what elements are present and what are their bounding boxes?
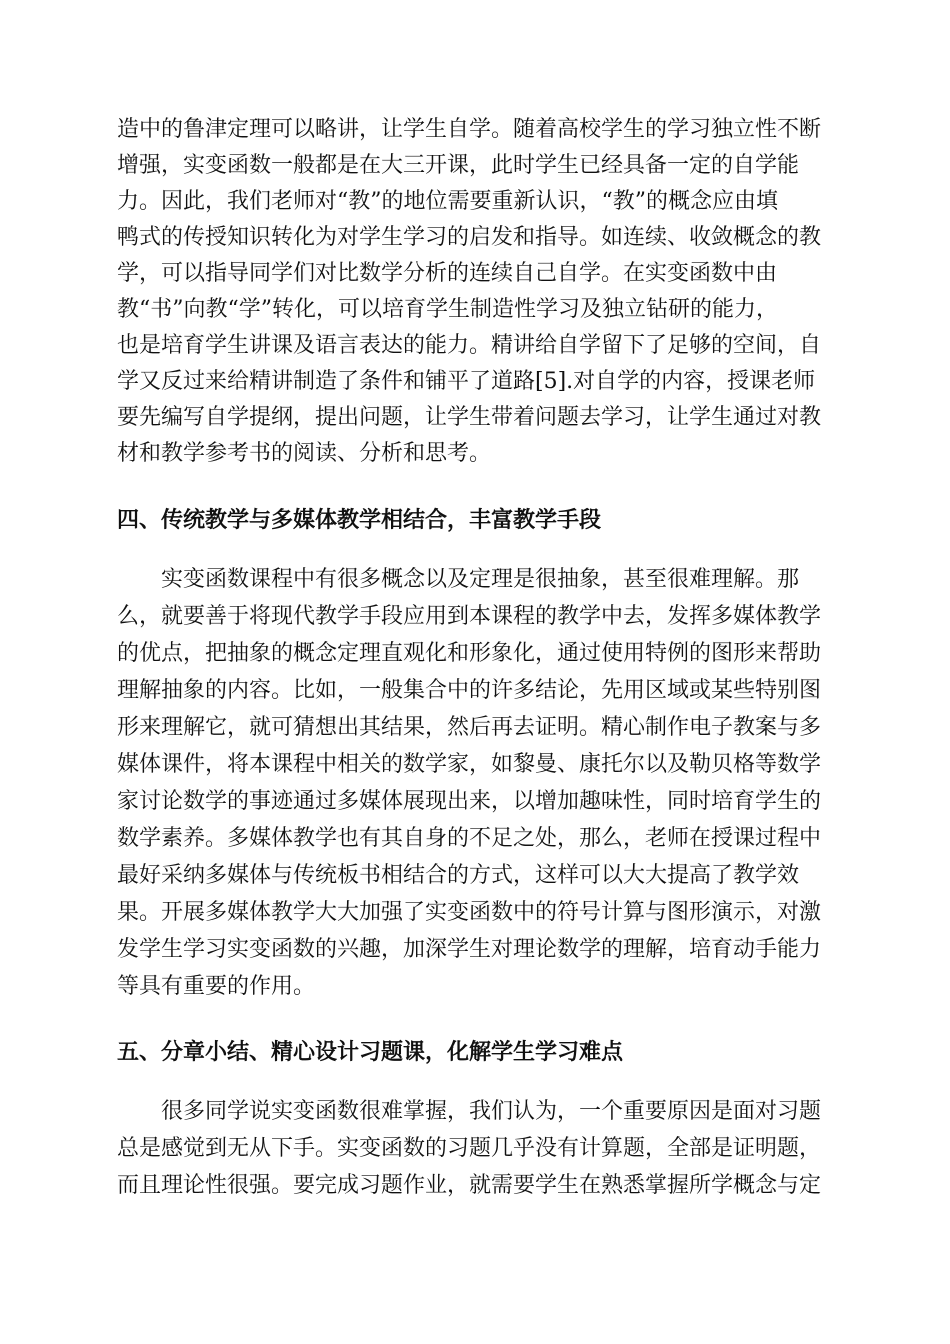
paragraph-line: 很多同学说实变函数很难掌握，我们认为，一个重要原因是面对习题 [161,1099,822,1124]
paragraph-line: 么，就要善于将现代教学手段应用到本课程的教学中去，发挥多媒体教学 [117,604,822,629]
paragraph-line: 最好采纳多媒体与传统板书相结合的方式，这样可以大大提高了教学效 [117,863,800,888]
paragraph-line: 总是感觉到无从下手。实变函数的习题几乎没有计算题，全部是证明题， [117,1136,822,1161]
paragraph-line: 力。因此，我们老师对“教”的地位需要重新认识，“教”的概念应由填 [117,189,778,214]
paragraph-line: 的优点，把抽象的概念定理直观化和形象化，通过使用特例的图形来帮助 [117,641,822,666]
paragraph-line: 也是培育学生讲课及语言表达的能力。精讲给自学留下了足够的空间，自 [117,333,822,358]
paragraph-line: 发学生学习实变函数的兴趣，加深学生对理论数学的理解，培育动手能力 [117,937,822,962]
paragraph-line: 鸭式的传授知识转化为对学生学习的启发和指导。如连续、收敛概念的教 [117,225,822,250]
paragraph-line: 增强，实变函数一般都是在大三开课，此时学生已经具备一定的自学能 [117,153,800,178]
paragraph-line: 造中的鲁津定理可以略讲，让学生自学。随着高校学生的学习独立性不断 [117,117,822,142]
paragraph-line: 要先编写自学提纲，提出问题，让学生带着问题去学习，让学生通过对教 [117,405,822,430]
paragraph-line: 学，可以指导同学们对比数学分析的连续自己自学。在实变函数中由 [117,261,778,286]
paragraph-line: 材和教学参考书的阅读、分析和思考。 [117,441,492,466]
section-heading-5: 五、分章小结、精心设计习题课，化解学生学习难点 [117,1039,624,1065]
paragraph-line: 等具有重要的作用。 [117,974,316,999]
paragraph-line: 而且理论性很强。要完成习题作业，就需要学生在熟悉掌握所学概念与定 [117,1173,822,1198]
section-heading-4: 四、传统教学与多媒体教学相结合，丰富教学手段 [117,507,602,533]
paragraph-line: 果。开展多媒体教学大大加强了实变函数中的符号计算与图形演示，对激 [117,900,822,925]
paragraph-line: 媒体课件，将本课程中相关的数学家，如黎曼、康托尔以及勒贝格等数学 [117,752,822,777]
paragraph-line: 家讨论数学的事迹通过多媒体展现出来，以增加趣味性，同时培育学生的 [117,789,822,814]
paragraph-line: 教“书”向教“学”转化，可以培育学生制造性学习及独立钻研的能力， [117,297,778,322]
paragraph-line: 数学素养。多媒体教学也有其自身的不足之处，那么，老师在授课过程中 [117,826,822,851]
paragraph-line: 形来理解它，就可猜想出其结果，然后再去证明。精心制作电子教案与多 [117,715,822,740]
paragraph-line: 学又反过来给精讲制造了条件和铺平了道路[5].对自学的内容，授课老师 [117,369,816,394]
paragraph-line: 理解抽象的内容。比如，一般集合中的许多结论，先用区域或某些特别图 [117,678,822,703]
paragraph-line: 实变函数课程中有很多概念以及定理是很抽象，甚至很难理解。那 [161,567,800,592]
